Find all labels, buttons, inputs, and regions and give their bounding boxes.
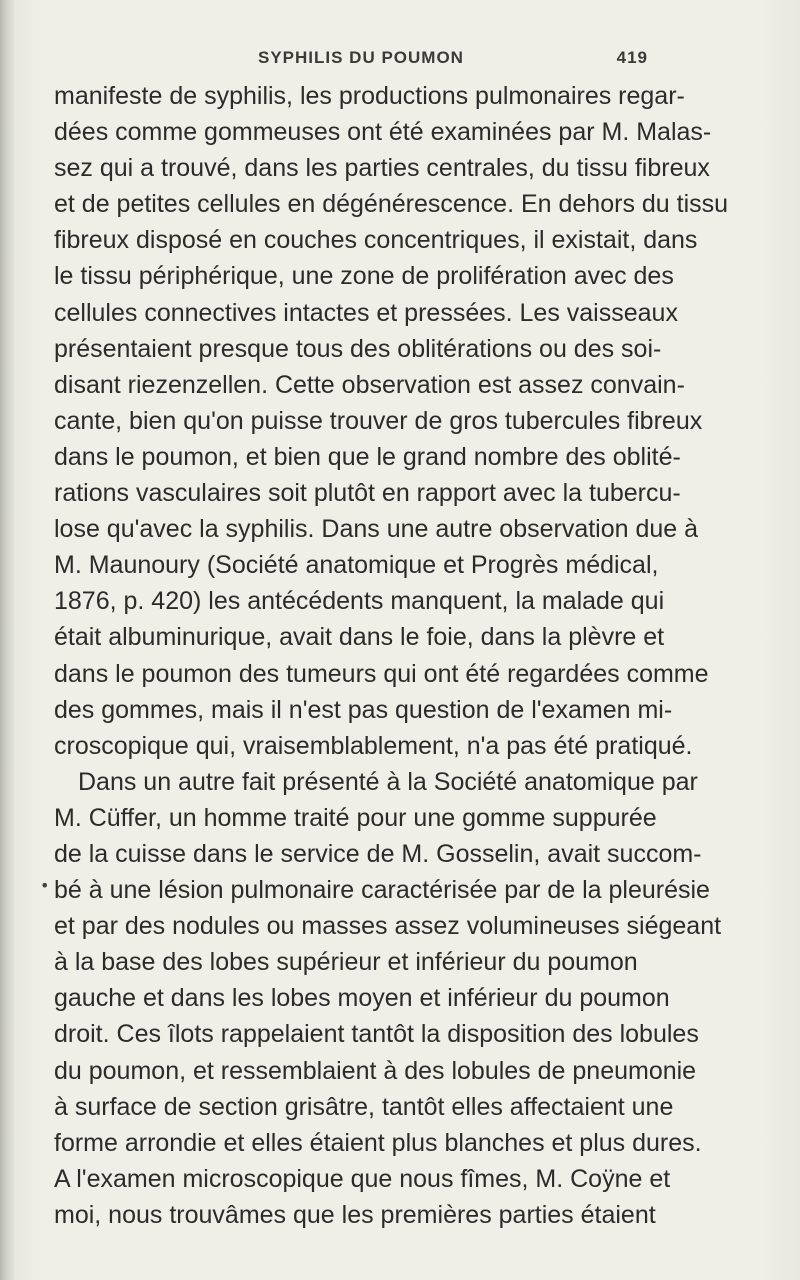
text-line: des gommes, mais il n'est pas question de l'examen mi- — [54, 695, 673, 724]
text-line: gauche et dans les lobes moyen et inférieur du poumon — [54, 984, 670, 1013]
text-line: dans le poumon, et bien que le grand nombre des oblité- — [54, 442, 681, 471]
margin-dot-mark: • — [40, 876, 50, 895]
text-line: forme arrondie et elles étaient plus blanches et plus dures. — [54, 1128, 702, 1157]
text-line: cante, bien qu'on puisse trouver de gros tubercules fibreux — [54, 406, 703, 435]
text-line: moi, nous trouvâmes que les premières parties étaient — [54, 1200, 656, 1229]
text-line: présentaient presque tous des oblitérations ou des soi- — [54, 334, 662, 363]
text-line: et de petites cellules en dégénérescence. En dehors du tissu — [54, 190, 729, 219]
text-line: M. Cüffer, un homme traité pour une gomme suppurée — [54, 803, 657, 832]
text-line: à surface de section grisâtre, tantôt elles affectaient une — [54, 1092, 674, 1121]
text-line: était albuminurique, avait dans le foie, dans la plèvre et — [54, 623, 665, 652]
text-line: droit. Ces îlots rappelaient tantôt la disposition des lobules — [54, 1020, 699, 1049]
text-line: du poumon, et ressemblaient à des lobules de pneumonie — [54, 1056, 697, 1085]
text-line: A l'examen microscopique que nous fîmes, M. Coÿne et — [54, 1164, 671, 1193]
text-line: fibreux disposé en couches concentriques, il existait, dans — [54, 226, 698, 255]
page-gutter-edge — [0, 0, 14, 1280]
running-header — [258, 42, 648, 76]
page-number: 419 — [616, 48, 648, 67]
text-line: manifeste de syphilis, les productions pulmonaires regar- — [54, 82, 685, 110]
text-line: cellules connectives intactes et pressées. Les vaisseaux — [54, 298, 678, 327]
text-line: dans le poumon des tumeurs qui ont été regardées comme — [54, 659, 709, 688]
text-line: 1876, p. 420) les antécédents manquent, la malade qui — [54, 587, 665, 616]
running-header-title: SYPHILIS DU POUMON — [258, 48, 464, 67]
text-line: croscopique qui, vraisemblablement, n'a pas été pratiqué. — [54, 731, 693, 760]
text-line: de la cuisse dans le service de M. Gosselin, avait succom- — [54, 839, 702, 868]
text-line: à la base des lobes supérieur et inférieur du poumon — [54, 948, 638, 977]
text-line: M. Maunoury (Société anatomique et Progrès médical, — [54, 551, 659, 580]
text-line: sez qui a trouvé, dans les parties centrales, du tissu fibreux — [54, 154, 710, 183]
text-line: le tissu périphérique, une zone de prolifération avec des — [54, 262, 674, 291]
text-line: bé à une lésion pulmonaire caractérisée par de la pleurésie — [54, 876, 710, 905]
text-line: Dans un autre fait présenté à la Société anatomique par — [78, 767, 698, 796]
text-line: rations vasculaires soit plutôt en rapport avec la tubercu- — [54, 479, 681, 508]
body-text — [54, 78, 729, 1233]
text-line: disant riezenzellen. Cette observation est assez convain- — [54, 370, 685, 399]
text-line: et par des nodules ou masses assez volumineuses siégeant — [54, 912, 722, 941]
text-line: dées comme gommeuses ont été examinées par M. Malas- — [54, 118, 712, 147]
text-line: lose qu'avec la syphilis. Dans une autre observation due à — [54, 515, 699, 544]
